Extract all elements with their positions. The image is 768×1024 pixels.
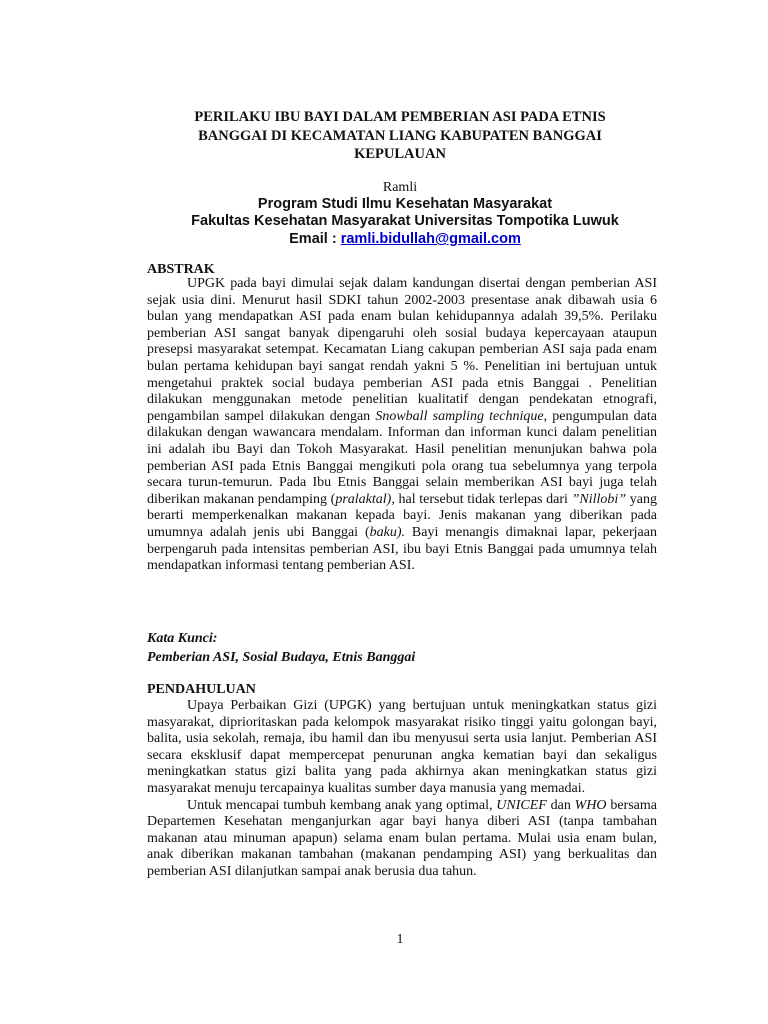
abstract-heading: ABSTRAK <box>147 262 215 277</box>
unicef-term: UNICEF <box>496 797 547 813</box>
abstract-paragraph: UPGK pada bayi dimulai sejak dalam kandungan disertai dengan pemberian ASI sejak usia dini. Menurut hasil SDKI tahun 2002-2003 presentase anak dibawah usia 6 bulan yang mendapatkan ASI pada enam bulan kehidupannya adalah 39,5%. Perilaku pemberian ASI sangat banyak dipengaruhi oleh sosial budaya kepercayaan ataupun presepsi masyarakat setempat. Kecamatan Liang cakupan pemberian ASI saja pada enam bulan pertama kehidupan bayi sangat rendah yakni 5 %. Penelitian ini bertujuan untuk mengetahui praktek social budaya pemberian ASI pada etnis Banggai . Penelitian dilakukan menggunakan metode penelitian kualitatif dengan pendekatan etnografi, pengambilan sampel dilakukan dengan Snowball sampling technique, pengumpulan data dilakukan dengan wawancara mendalam. Informan dan informan kunci dalam penelitian ini adalah ibu Bayi dan Tokoh Masyarakat. Hasil penelitian menunjukan bahwa pola pemberian ASI pada Etnis Banggai mengikuti pola orang tua sebelumnya yang terpola secara turun-temurun. Pada Ibu Etnis Banggai selain memberikan ASI bayi juga telah diberikan makanan pendamping (pralaktal), hal tersebut tidak terlepas dari ”Nillobi” yang berarti memperkenalkan makanan kepada bayi. Jenis makanan yang diberikan pada umumnya adalah jenis ubi Banggai (baku). Bayi menangis dimaknai lapar, pekerjaan berpengaruh pada intensitas pemberian ASI, ibu bayi Etnis Banggai pada umumnya telah mendapatkan informasi tentang pemberian ASI. <box>147 276 658 574</box>
nillobi-term: ”Nillobi” <box>571 491 627 507</box>
intro-body <box>147 698 657 881</box>
intro-heading: PENDAHULUAN <box>147 682 256 697</box>
keywords-heading: Kata Kunci: <box>147 631 218 646</box>
email-label: Email : <box>289 231 341 247</box>
intro-paragraph-2: Untuk mencapai tumbuh kembang anak yang optimal, UNICEF dan WHO bersama Departemen Kesehatan menganjurkan agar bayi hanya diberi ASI (tanpa tambahan makanan atau minuman apapun) selama enam bulan pertama. Mulai usia enam bulan, anak diberikan makanan tambahan (makanan pendamping ASI) yang berkualitas dan pemberian ASI dilanjutkan sampai anak berusia dua tahun. <box>147 797 657 879</box>
faculty-name: Fakultas Kesehatan Masyarakat Universitas Tompotika Luwuk <box>191 213 619 229</box>
pralaktal-term: pralaktal), <box>335 491 395 507</box>
author-name: Ramli <box>382 180 418 195</box>
snowball-term: Snowball sampling technique <box>375 408 544 424</box>
baku-term: baku). <box>369 524 406 540</box>
abstract-body <box>147 276 657 575</box>
title-line-1: PERILAKU IBU BAYI DALAM PEMBERIAN ASI PADA ETNIS <box>194 109 606 125</box>
who-term: WHO <box>574 797 607 813</box>
intro-paragraph-1: Upaya Perbaikan Gizi (UPGK) yang bertujuan untuk meningkatkan status gizi masyarakat, diprioritaskan pada kelompok masyarakat risiko tinggi yaitu golongan bayi, balita, usia sekolah, remaja, ibu hamil dan ibu menyusui serta usia lanjut. Pemberian ASI secara eksklusif dapat mempercepat penurunan angka kematian bayi dan sekaligus meningkatkan status gizi balita yang pada akhirnya akan meningkatkan status gizi masyarakat menuju tercapainya kualitas sumber daya manusia yang memadai. <box>147 698 657 796</box>
title-line-3: KEPULAUAN <box>354 146 446 162</box>
paper-title <box>150 108 650 164</box>
email-link[interactable]: ramli.bidullah@gmail.com <box>340 231 521 247</box>
title-line-2: BANGGAI DI KECAMATAN LIANG KABUPATEN BANGGAI <box>198 127 602 144</box>
page-number: 1 <box>396 932 404 947</box>
keywords-text: Pemberian ASI, Sosial Budaya, Etnis Banggai <box>147 650 416 665</box>
program-name: Program Studi Ilmu Kesehatan Masyarakat <box>257 196 553 212</box>
email-line <box>140 230 670 248</box>
